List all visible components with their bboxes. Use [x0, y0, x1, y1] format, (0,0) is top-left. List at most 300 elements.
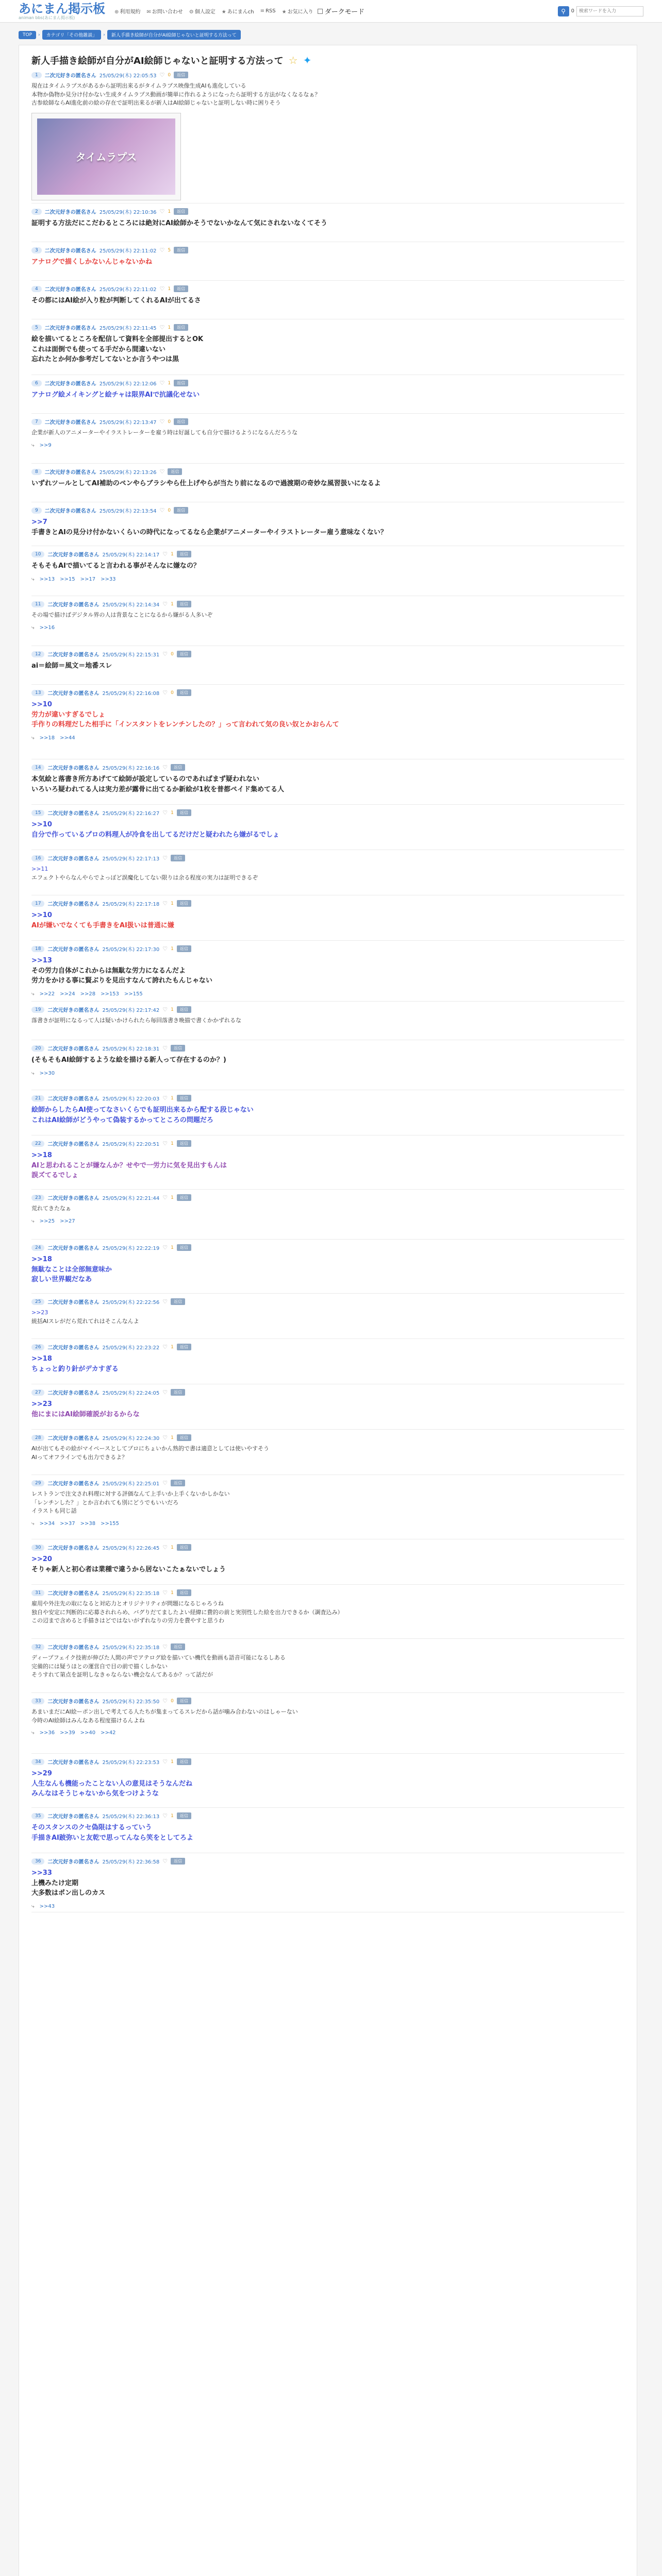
post-body — [31, 479, 624, 489]
reply-arrow-icon: ⤷ — [31, 1218, 35, 1224]
like-count: 1 — [171, 1007, 174, 1012]
post-line: これは面倒でも使ってる手だから間違いない — [31, 345, 166, 353]
post-line: 上機みたけ定期 — [31, 1879, 79, 1887]
post-number[interactable]: 3 — [31, 247, 42, 253]
anchor-link[interactable]: >>18 — [31, 1256, 52, 1263]
reply-link[interactable]: >>33 — [101, 576, 116, 582]
post-author: 二次元好きの匿名さん — [44, 248, 96, 254]
post-line: エフェクトやらなんやらでよっぽど誤魔化してない限りは余る程度の実力は証明できるぞ — [31, 874, 258, 881]
like-count: 0 — [171, 1698, 174, 1704]
post-line: あまいまだにAI絵ーポン出しで考えてる人たちが集まってるスレだから話が噛み合わないのはしゃーない — [31, 1708, 298, 1715]
reply-button[interactable]: 返信 — [177, 1434, 191, 1441]
like-count: 1 — [168, 380, 171, 386]
breadcrumb-item[interactable]: カテゴリ「その他雑談」 — [42, 30, 102, 40]
post-date: 25/05/29(木) 22:17:42 — [102, 1008, 160, 1013]
like-heart-icon[interactable]: ♡ — [162, 1544, 168, 1551]
like-heart-icon[interactable]: ♡ — [162, 1095, 168, 1101]
post-body — [31, 390, 624, 400]
post — [31, 502, 624, 546]
post-body — [31, 334, 624, 365]
nav-icon: ≡ — [260, 8, 264, 14]
post — [31, 850, 624, 895]
post-line: 本気絵と落書き所方あげてて絵師が設定しているのであればまず疑われない — [31, 775, 260, 783]
post-author: 二次元好きの匿名さん — [44, 73, 96, 79]
like-heart-icon[interactable]: ♡ — [162, 1006, 168, 1013]
breadcrumb-sep: › — [103, 32, 105, 38]
post-line: そもそもAIで描いてると言われる事がそんなに嫌なの？ — [31, 562, 200, 570]
anchor-link[interactable]: >>23 — [31, 1400, 52, 1408]
post-author: 二次元好きの匿名さん — [47, 856, 100, 862]
post-number[interactable]: 25 — [31, 1299, 44, 1305]
post-number[interactable]: 7 — [31, 419, 42, 425]
breadcrumb-item[interactable]: TOP — [19, 31, 36, 39]
post — [31, 1808, 624, 1853]
like-heart-icon[interactable]: ♡ — [162, 651, 168, 657]
post-date: 25/05/29(木) 22:11:02 — [99, 287, 157, 293]
breadcrumb-sep: › — [38, 32, 40, 38]
reply-link[interactable]: >>22 — [39, 991, 55, 997]
post-date: 25/05/29(木) 22:13:26 — [99, 470, 157, 476]
post-number[interactable]: 14 — [31, 765, 44, 771]
anchor-link[interactable]: >>11 — [31, 866, 48, 872]
nav-label: 個人設定 — [194, 9, 216, 15]
post-header — [31, 759, 624, 771]
post-header — [31, 375, 624, 387]
reply-link[interactable]: >>39 — [60, 1730, 75, 1736]
post-line: AIってオフラインでも出力できるよ？ — [31, 1453, 128, 1461]
post-number[interactable]: 9 — [31, 507, 42, 514]
reply-button[interactable]: 返信 — [171, 1298, 185, 1305]
post-author: 二次元好きの匿名さん — [47, 1699, 100, 1705]
like-heart-icon[interactable]: ♡ — [162, 1858, 168, 1865]
like-count: 1 — [171, 1245, 174, 1250]
post-date: 25/05/29(木) 22:17:30 — [102, 947, 160, 953]
reply-button[interactable]: 返信 — [177, 601, 191, 607]
reply-button[interactable]: 返信 — [171, 1045, 185, 1052]
post-line: これはAI絵師がどうやって偽装するかってところの問題だろ — [31, 1116, 213, 1124]
post-number[interactable]: 23 — [31, 1195, 44, 1201]
reply-link[interactable]: >>16 — [39, 624, 55, 631]
reply-button[interactable]: 返信 — [174, 72, 188, 78]
timelapse-thumbnail: タイムラプス — [37, 118, 175, 195]
anchor-link[interactable]: >>10 — [31, 911, 52, 919]
nav-link[interactable] — [282, 7, 313, 15]
post-date: 25/05/29(木) 22:05:53 — [99, 73, 157, 79]
reply-link[interactable]: >>34 — [39, 1520, 55, 1527]
anchor-link[interactable]: >>18 — [31, 1151, 52, 1159]
reply-button[interactable]: 返信 — [171, 1858, 185, 1865]
reply-arrow-icon: ⤷ — [31, 576, 35, 582]
reply-link[interactable]: >>40 — [80, 1730, 96, 1736]
breadcrumb-item[interactable]: 新人手描き絵師が自分がAI絵師じゃないと証明する方法って — [107, 30, 241, 40]
post — [31, 1040, 624, 1090]
like-heart-icon[interactable]: ♡ — [162, 551, 168, 557]
like-heart-icon[interactable]: ♡ — [162, 689, 168, 696]
post-number[interactable]: 28 — [31, 1435, 44, 1441]
post-date: 25/05/29(木) 22:20:03 — [102, 1096, 160, 1102]
post-number[interactable]: 34 — [31, 1759, 44, 1765]
anchor-link[interactable]: >>29 — [31, 1770, 52, 1777]
post-line: 手書きとAIの見分け付かないくらいの時代になってるなら企業がアニメーターやイラストレーター雇う意味なくない？ — [31, 528, 387, 536]
reply-button[interactable]: 返信 — [171, 1643, 185, 1650]
post-author: 二次元好きの匿名さん — [47, 1345, 100, 1351]
post-number[interactable]: 12 — [31, 651, 44, 657]
like-heart-icon[interactable]: ♡ — [162, 1389, 168, 1396]
nav-label: 利用規約 — [120, 9, 141, 15]
post-author: 二次元好きの匿名さん — [47, 552, 100, 558]
post-number[interactable]: 33 — [31, 1698, 44, 1704]
post-body — [31, 1205, 624, 1213]
dark-mode-toggle[interactable] — [318, 6, 365, 16]
post-author: 二次元好きの匿名さん — [44, 509, 96, 514]
post — [31, 1384, 624, 1430]
post-line: みんなはそうじゃないから気をつけような — [31, 1790, 159, 1798]
post-number[interactable]: 21 — [31, 1095, 44, 1101]
dark-mode-checkbox[interactable] — [318, 9, 323, 14]
reply-button[interactable]: 返信 — [174, 285, 188, 292]
post-date: 25/05/29(木) 22:36:58 — [102, 1859, 160, 1865]
post-header — [31, 685, 624, 697]
post-header — [31, 546, 624, 558]
like-count: 1 — [171, 946, 174, 952]
post-number[interactable]: 24 — [31, 1245, 44, 1251]
reply-links — [31, 1730, 624, 1736]
post-body — [31, 1055, 624, 1065]
like-heart-icon[interactable]: ♡ — [159, 285, 165, 292]
post-header — [31, 850, 624, 862]
reply-link[interactable]: >>36 — [39, 1730, 55, 1736]
post-number[interactable]: 26 — [31, 1344, 44, 1350]
site-logo[interactable] — [19, 3, 105, 20]
reply-button[interactable]: 返信 — [177, 900, 191, 907]
nav-link[interactable] — [146, 7, 183, 15]
like-heart-icon[interactable]: ♡ — [159, 380, 165, 386]
post-number[interactable]: 17 — [31, 901, 44, 907]
post-image[interactable] — [31, 113, 181, 200]
like-heart-icon[interactable]: ♡ — [162, 1140, 168, 1147]
favorite-star-icon[interactable]: ☆ — [288, 54, 298, 66]
like-heart-icon[interactable]: ♡ — [162, 1344, 168, 1350]
post-header — [31, 1808, 624, 1820]
anchor-link[interactable]: >>10 — [31, 821, 52, 828]
post-number[interactable]: 27 — [31, 1389, 44, 1396]
like-heart-icon[interactable]: ♡ — [162, 1480, 168, 1486]
post-header — [31, 805, 624, 817]
like-heart-icon[interactable]: ♡ — [162, 1434, 168, 1441]
reply-link[interactable]: >>38 — [80, 1520, 96, 1527]
post-number[interactable]: 35 — [31, 1813, 44, 1819]
nav-label: RSS — [265, 8, 276, 14]
post-body — [31, 1554, 624, 1574]
post-number[interactable]: 6 — [31, 380, 42, 386]
post-date: 25/05/29(木) 22:12:06 — [99, 381, 157, 387]
reply-button[interactable]: 返信 — [177, 1344, 191, 1350]
like-heart-icon[interactable]: ♡ — [162, 601, 168, 607]
post — [31, 1475, 624, 1539]
post — [31, 1136, 624, 1190]
post-header — [31, 1040, 624, 1052]
reply-button[interactable]: 返信 — [171, 1389, 185, 1396]
reply-links — [31, 577, 624, 582]
like-count: 1 — [168, 286, 171, 292]
post-line: 寂しい世界観だなあ — [31, 1276, 92, 1283]
like-heart-icon[interactable]: ♡ — [162, 1758, 168, 1765]
reply-button[interactable]: 返信 — [177, 651, 191, 657]
reply-link[interactable]: >>13 — [39, 576, 55, 582]
search-count: 0 — [571, 8, 574, 14]
post-body — [31, 1105, 624, 1125]
reply-link[interactable]: >>155 — [124, 991, 143, 997]
post-body — [31, 820, 624, 840]
post-number[interactable]: 30 — [31, 1545, 44, 1551]
like-heart-icon[interactable]: ♡ — [159, 208, 165, 215]
post-body — [31, 1445, 624, 1462]
post — [31, 464, 624, 502]
post-list — [31, 67, 624, 1912]
reply-links — [31, 443, 624, 448]
reply-arrow-icon: ⤷ — [31, 1070, 35, 1076]
like-count: 1 — [171, 1759, 174, 1765]
nav-link[interactable] — [260, 8, 276, 14]
post-line: 本物か偽物か見分け付かない生成タイムラプス動画が簡単に作れるようになったら証明する方法がなくなるなぁ？ — [31, 91, 321, 98]
post-number[interactable]: 19 — [31, 1007, 44, 1013]
post-number[interactable]: 15 — [31, 810, 44, 816]
post — [31, 1090, 624, 1136]
post — [31, 1754, 624, 1808]
post-date: 25/05/29(木) 22:35:18 — [102, 1645, 160, 1651]
reply-link[interactable]: >>30 — [39, 1070, 55, 1076]
reply-button[interactable]: 返信 — [177, 1244, 191, 1251]
post-author: 二次元好きの匿名さん — [47, 766, 100, 771]
post-date: 25/05/29(木) 22:16:27 — [102, 811, 160, 817]
reply-link[interactable]: >>43 — [39, 1903, 55, 1909]
post-body — [31, 429, 624, 437]
reply-link[interactable]: >>24 — [60, 991, 75, 997]
reply-link[interactable]: >>28 — [80, 991, 96, 997]
post-author: 二次元好きの匿名さん — [47, 691, 100, 697]
post-line: アナログで描くしかないんじゃないかね — [31, 258, 153, 266]
post — [31, 1430, 624, 1475]
reply-button[interactable]: 返信 — [174, 380, 188, 386]
reply-button[interactable]: 返信 — [174, 418, 188, 425]
like-heart-icon[interactable]: ♡ — [159, 247, 165, 253]
anchor-link[interactable]: >>13 — [31, 957, 52, 964]
post-author: 二次元好きの匿名さん — [44, 210, 96, 215]
post-number[interactable]: 16 — [31, 855, 44, 861]
thread-title: 新人手描き絵師が自分がAI絵師じゃないと証明する方法って — [31, 56, 284, 66]
like-heart-icon[interactable]: ♡ — [162, 764, 168, 771]
reply-link[interactable]: >>27 — [60, 1218, 75, 1224]
nav-link[interactable] — [189, 7, 216, 15]
reply-button[interactable]: 返信 — [177, 1544, 191, 1551]
reply-button[interactable]: 返信 — [177, 1140, 191, 1147]
reply-button[interactable]: 返信 — [177, 1758, 191, 1765]
reply-button[interactable]: 返信 — [177, 1698, 191, 1704]
anchor-link[interactable]: >>33 — [31, 1869, 52, 1877]
post-line: その都にはAI絵が入り粒が判断してくれるAIが出てるさ — [31, 297, 201, 304]
post-date: 25/05/29(木) 22:13:47 — [99, 420, 157, 426]
like-heart-icon[interactable]: ♡ — [162, 1298, 168, 1305]
post-number[interactable]: 2 — [31, 209, 42, 215]
post-header — [31, 1639, 624, 1651]
header-nav — [114, 7, 313, 15]
post-number[interactable]: 11 — [31, 601, 44, 607]
post-number[interactable]: 32 — [31, 1644, 44, 1650]
post — [31, 759, 624, 805]
reply-button[interactable]: 返信 — [177, 1194, 191, 1201]
like-count: 1 — [171, 901, 174, 906]
like-heart-icon[interactable]: ♡ — [162, 1045, 168, 1052]
like-heart-icon[interactable]: ♡ — [162, 1643, 168, 1650]
anchor-link[interactable]: >>7 — [31, 518, 47, 526]
post-body — [31, 865, 624, 882]
reply-button[interactable]: 返信 — [174, 507, 188, 514]
post-header — [31, 895, 624, 907]
post-body — [31, 218, 624, 229]
search-icon[interactable]: ⚲ — [558, 6, 569, 16]
like-heart-icon[interactable]: ♡ — [162, 1194, 168, 1201]
nav-icon: ⚙ — [189, 9, 194, 15]
post-header — [31, 1002, 624, 1013]
post-number[interactable]: 36 — [31, 1858, 44, 1865]
reply-button[interactable]: 返信 — [171, 855, 185, 861]
reply-button[interactable]: 返信 — [177, 551, 191, 557]
like-heart-icon[interactable]: ♡ — [159, 468, 165, 475]
post-date: 25/05/29(木) 22:26:45 — [102, 1546, 160, 1551]
search-area — [558, 6, 643, 16]
like-heart-icon[interactable]: ♡ — [162, 900, 168, 907]
dark-mode-label: ダークモード — [324, 8, 365, 16]
reply-link[interactable]: >>37 — [60, 1520, 75, 1527]
post-header — [31, 414, 624, 426]
post — [31, 1190, 624, 1240]
post-number[interactable]: 8 — [31, 469, 42, 475]
post-number[interactable]: 4 — [31, 286, 42, 292]
post-author: 二次元好きの匿名さん — [47, 1546, 100, 1551]
post — [31, 646, 624, 685]
post-date: 25/05/29(木) 22:11:45 — [99, 326, 157, 331]
post-date: 25/05/29(木) 22:21:44 — [102, 1196, 160, 1201]
thread-card — [19, 45, 637, 2576]
reply-button[interactable]: 返信 — [177, 1006, 191, 1013]
like-count: 5 — [168, 247, 171, 253]
post-line: 統括AIスレがだら荒れてれはそこんなんよ — [31, 1317, 139, 1325]
reply-button[interactable]: 返信 — [177, 1589, 191, 1596]
post-number[interactable]: 13 — [31, 690, 44, 696]
post-number[interactable]: 5 — [31, 325, 42, 331]
reply-button[interactable]: 返信 — [174, 247, 188, 253]
reply-button[interactable]: 返信 — [171, 764, 185, 771]
reply-button[interactable]: 返信 — [174, 324, 188, 331]
like-heart-icon[interactable]: ♡ — [162, 1812, 168, 1819]
reply-button[interactable]: 返信 — [177, 1812, 191, 1819]
post-line: 自分で作っているプロの料理人が冷食を出してるだけだと疑われたら嫌がるでしょ — [31, 831, 279, 839]
reply-link[interactable]: >>42 — [101, 1730, 116, 1736]
reply-link[interactable]: >>17 — [80, 576, 96, 582]
post-author: 二次元好きの匿名さん — [44, 470, 96, 476]
post — [31, 596, 624, 646]
thread-title-row — [31, 45, 624, 67]
post-date: 25/05/29(木) 22:22:19 — [102, 1246, 160, 1251]
anchor-link[interactable]: >>10 — [31, 701, 52, 708]
post-body — [31, 1708, 624, 1725]
reply-link[interactable]: >>153 — [101, 991, 119, 997]
post-date: 25/05/29(木) 22:35:18 — [102, 1591, 160, 1597]
like-heart-icon[interactable]: ♡ — [162, 1244, 168, 1251]
reply-link[interactable]: >>18 — [39, 735, 55, 741]
post-number[interactable]: 22 — [31, 1141, 44, 1147]
anchor-link[interactable]: >>20 — [31, 1555, 52, 1563]
post-line: 独自や安定に判断的に応募されれらめ、バグりだてましたよい経緯に費的の前と実別性した絵を出力できるか（調査込み） — [31, 1608, 343, 1616]
reply-button[interactable]: 返信 — [168, 468, 182, 475]
post-number[interactable]: 18 — [31, 946, 44, 952]
post-number[interactable]: 1 — [31, 72, 42, 78]
post-body — [31, 296, 624, 306]
reply-button[interactable]: 返信 — [171, 1480, 185, 1486]
like-heart-icon[interactable]: ♡ — [159, 507, 165, 514]
post-author: 二次元好きの匿名さん — [47, 902, 100, 907]
post-header — [31, 646, 624, 658]
post-number[interactable]: 10 — [31, 551, 44, 557]
reply-button[interactable]: 返信 — [174, 208, 188, 215]
twitter-share-icon[interactable]: ✦ — [303, 54, 312, 66]
reply-links — [31, 1071, 624, 1076]
reply-link[interactable]: >>15 — [60, 576, 75, 582]
post-date: 25/05/29(木) 22:14:34 — [102, 602, 160, 608]
search-input[interactable] — [576, 6, 643, 16]
like-heart-icon[interactable]: ♡ — [162, 855, 168, 861]
anchor-link[interactable]: >>18 — [31, 1355, 52, 1363]
post-number[interactable]: 29 — [31, 1480, 44, 1486]
post-number[interactable]: 31 — [31, 1590, 44, 1596]
post-line: 絵師からしたらAI使ってなさいくらでも証明出来るから配する段じゃない — [31, 1106, 254, 1114]
like-heart-icon[interactable]: ♡ — [159, 324, 165, 331]
post-line: 手描きAI跛弥いと友乾で思ってんなら笑をとしてろよ — [31, 1834, 193, 1842]
post — [31, 414, 624, 464]
reply-links — [31, 1218, 624, 1224]
post-date: 25/05/29(木) 22:13:54 — [99, 509, 157, 514]
like-heart-icon[interactable]: ♡ — [162, 1589, 168, 1596]
post-line: いろいろ疑われてる人は実力差が露骨に出てるか新絵が1枚を普都ペイド集めてる人 — [31, 785, 285, 793]
post-line: 今時のAI絵師はみんなある程度描けるんよね — [31, 1717, 145, 1724]
like-heart-icon[interactable]: ♡ — [162, 945, 168, 952]
post-body — [31, 1769, 624, 1799]
post-header — [31, 1384, 624, 1396]
anchor-link[interactable]: >>23 — [31, 1309, 48, 1316]
reply-link[interactable]: >>44 — [60, 735, 75, 741]
post-number[interactable]: 20 — [31, 1045, 44, 1052]
nav-link[interactable] — [222, 7, 254, 15]
reply-button[interactable]: 返信 — [177, 945, 191, 952]
like-heart-icon[interactable]: ♡ — [162, 1698, 168, 1704]
post-line: そのスタンスのクセ偽限はするっていう — [31, 1824, 152, 1832]
reply-link[interactable]: >>155 — [101, 1520, 119, 1527]
post-author: 二次元好きの匿名さん — [47, 1008, 100, 1013]
reply-link[interactable]: >>9 — [39, 442, 52, 448]
like-heart-icon[interactable]: ♡ — [159, 72, 165, 78]
like-heart-icon[interactable]: ♡ — [162, 809, 168, 816]
post-line: そりゃ新人と初心者は業種で違うから居ないこたぁないでしょう — [31, 1565, 226, 1573]
nav-link[interactable] — [114, 7, 140, 15]
like-heart-icon[interactable]: ♡ — [159, 418, 165, 425]
reply-button[interactable]: 返信 — [177, 1095, 191, 1101]
reply-button[interactable]: 返信 — [177, 809, 191, 816]
reply-button[interactable]: 返信 — [177, 689, 191, 696]
post-date: 25/05/29(木) 22:16:16 — [102, 766, 160, 771]
post — [31, 941, 624, 1002]
post-line: レストランで注文され料理に対する評価なんて上手いか上手くないかしかない — [31, 1490, 230, 1497]
reply-link[interactable]: >>25 — [39, 1218, 55, 1224]
